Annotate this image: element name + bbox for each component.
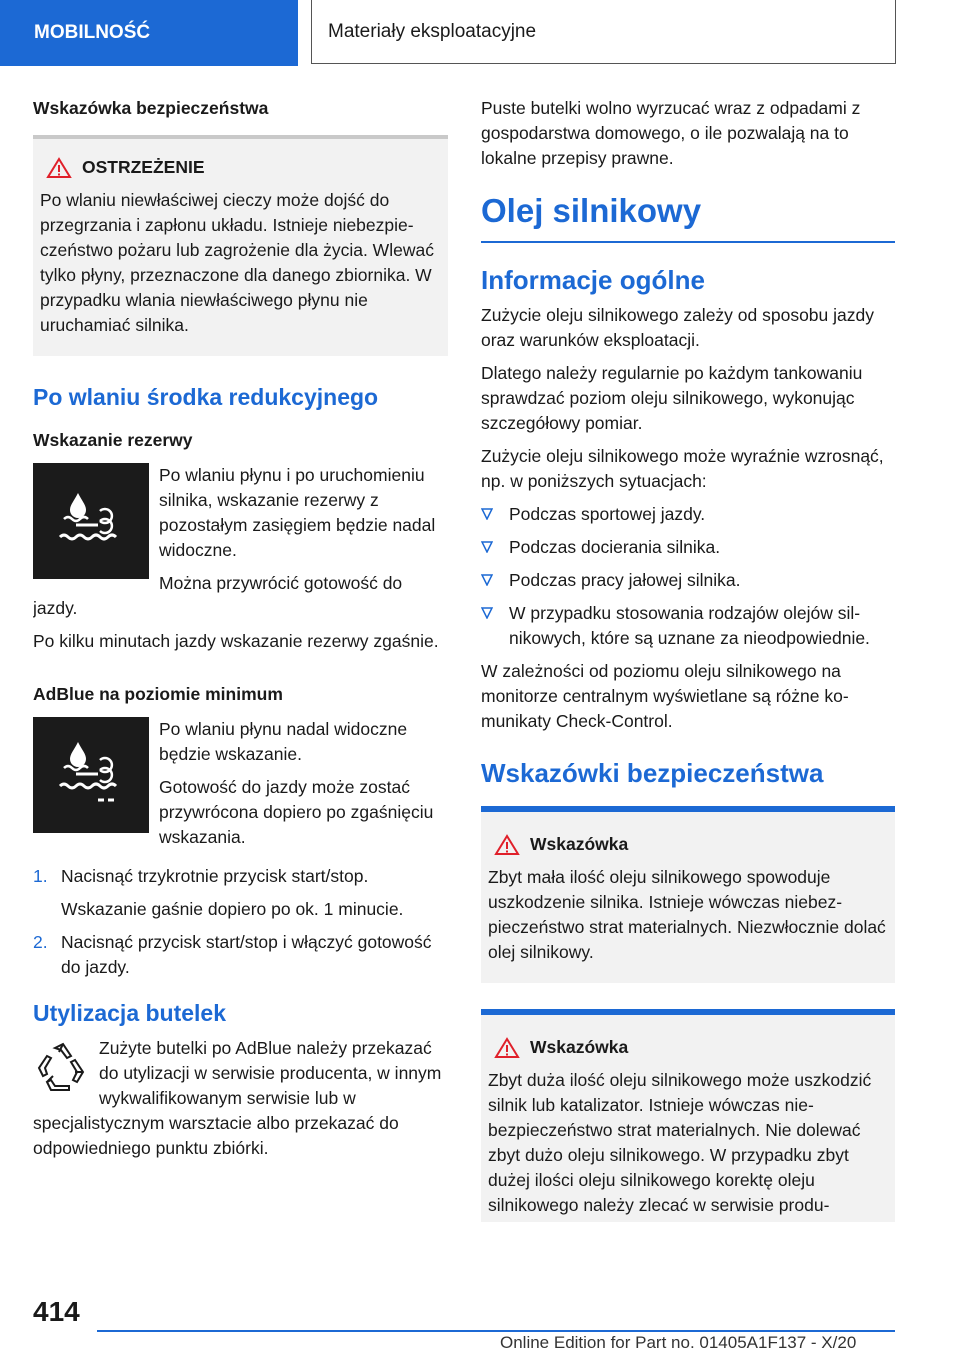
bullet-text: Podczas sportowej jazdy.	[509, 504, 706, 524]
general-p4: W zależności od poziomu oleju silnikowego na monitorze centralnym wyświetlane są różne komunikaty Check-Control.	[481, 661, 849, 731]
safety-title: Wskazówki bezpieczeństwa	[481, 758, 824, 788]
note-text: Zbyt mała ilość oleju silnikowego spowoduje uszkodzenie silnika. Istnieje wówczas niebezpieczeństwo strat materialnych. Niezwłocznie dolać olej silnikowy.	[488, 867, 886, 962]
warning-triangle-icon	[494, 834, 520, 856]
reserve-heading: Wskazanie rezerwy	[33, 430, 193, 450]
adblue-drop-icon	[56, 740, 126, 810]
note-title	[488, 1035, 887, 1060]
step-item	[33, 864, 448, 922]
main-title: Olej silnikowy	[481, 189, 895, 243]
step-number: 2.	[33, 932, 48, 952]
triangle-bullet-icon	[481, 574, 493, 586]
recycle-icon	[33, 1040, 93, 1100]
general-title: Informacje ogólne	[481, 265, 705, 295]
general-p3: Zużycie oleju silnikowego może wyraźnie wzrosnąć, np. w poniższych sytuacjach:	[481, 446, 884, 491]
bullet-item	[481, 502, 895, 527]
disposal-block	[33, 1036, 448, 1161]
bullet-text: Podczas docierania silnika.	[509, 537, 721, 557]
bullet-text: Podczas pracy jałowej silnika.	[509, 570, 741, 590]
triangle-bullet-icon	[481, 508, 493, 520]
section-title: Po wlaniu środka redukcyjnego	[33, 384, 379, 410]
warning-box	[33, 135, 448, 356]
bullet-text: W przypadku stosowania rodzajów olejów silnikowych, które są uznane za nieodpowiednie.	[509, 603, 870, 648]
steps-list	[33, 864, 448, 980]
left-column	[33, 96, 448, 1169]
warning-triangle-icon	[494, 1037, 520, 1059]
bullet-item	[481, 568, 895, 593]
footer-rule	[97, 1330, 895, 1332]
note-title	[488, 832, 887, 857]
reserve-p3: Po kilku minutach jazdy wskazanie rezerwy zgaśnie.	[33, 631, 439, 651]
right-column	[481, 96, 895, 1222]
adblue-drop-icon	[56, 491, 126, 551]
minimum-p1: Po wlaniu płynu nadal widoczne będzie wskazanie.	[159, 719, 408, 764]
note-box	[481, 806, 895, 983]
triangle-bullet-icon	[481, 607, 493, 619]
note-title-text: Wskazówka	[530, 1037, 629, 1057]
general-p1: Zużycie oleju silnikowego zależy od sposobu jazdy oraz warunków eksploatacji.	[481, 305, 874, 350]
bullet-item	[481, 601, 895, 651]
warning-text: Po wlaniu niewłaściwej cieczy może dojść do przegrzania i zapłonu układu. Istnieje niebezpieczeństwo pożaru lub zagrożenie dla życia. Wlewać tylko płyny, przeznaczone dla danego zbiornika. W przypadku wlania niewłaściwego płynu nie uruchamiać silnika.	[40, 190, 434, 335]
disposal-text: Zużyte butelki po AdBlue należy przekazać do utylizacji w serwisie producenta, w innym wykwalifikowanym serwisie lub w specjalistycznym warsztacie albo przekazać do odpowiedniego punktu zbiórki.	[33, 1038, 442, 1158]
step-text: Nacisnąć przycisk start/stop i włączyć gotowość do jazdy.	[61, 932, 432, 977]
disposal-intro: Puste butelki wolno wyrzucać wraz z odpadami z gospodarstwa domowego, o ile pozwalają na to lokalne przepisy prawne.	[481, 98, 861, 168]
reserve-p2: Można przywrócić gotowość do jazdy.	[33, 573, 403, 618]
edition-text: Online Edition for Part no. 01405A1F137 - X/20	[500, 1333, 857, 1352]
bullet-list	[481, 502, 895, 651]
bullet-item	[481, 535, 895, 560]
adblue-reserve-icon	[33, 463, 149, 579]
triangle-bullet-icon	[481, 541, 493, 553]
section-tab: MOBILNOŚĆ	[0, 0, 298, 66]
general-p2: Dlatego należy regularnie po każdym tankowaniu sprawdzać poziom oleju silnikowego, wykonując szczegółowy pomiar.	[481, 363, 863, 433]
step-sub-text: Wskazanie gaśnie dopiero po ok. 1 minucie.	[61, 899, 404, 919]
page-header	[0, 0, 960, 66]
adblue-minimum-icon	[33, 717, 149, 833]
minimum-p2: Gotowość do jazdy może zostać przywrócona dopiero po zgaśnięciu wskazania.	[159, 777, 434, 847]
minimum-heading: AdBlue na poziomie minimum	[33, 684, 283, 704]
reserve-p1: Po wlaniu płynu i po uruchomieniu silnika, wskazanie rezerwy z pozostałym zasięgiem będzie nadal widoczne.	[159, 465, 436, 560]
warning-title-text: OSTRZEŻENIE	[82, 157, 205, 177]
step-text: Nacisnąć trzykrotnie przycisk start/stop.	[61, 866, 369, 886]
page-number: 414	[33, 1296, 80, 1327]
step-item	[33, 930, 448, 980]
reserve-block	[33, 463, 448, 629]
note-box	[481, 1009, 895, 1222]
safety-heading: Wskazówka bezpieczeństwa	[33, 98, 269, 118]
step-number: 1.	[33, 866, 48, 886]
warning-title	[40, 155, 440, 180]
minimum-block	[33, 717, 448, 858]
warning-triangle-icon	[46, 157, 72, 179]
chapter-tab: Materiały eksploatacyjne	[311, 0, 896, 64]
note-title-text: Wskazówka	[530, 834, 629, 854]
disposal-title: Utylizacja butelek	[33, 1000, 227, 1026]
note-text: Zbyt duża ilość oleju silnikowego może uszkodzić silnik lub katalizator. Istnieje wówczas niebezpieczeństwo strat materialnych. Nie dolewać zbyt dużo oleju silnikowego. W przypadku zbyt dużej ilości oleju silnikowego korektę oleju silnikowego należy zlecać w serwisie produ-	[488, 1070, 872, 1215]
